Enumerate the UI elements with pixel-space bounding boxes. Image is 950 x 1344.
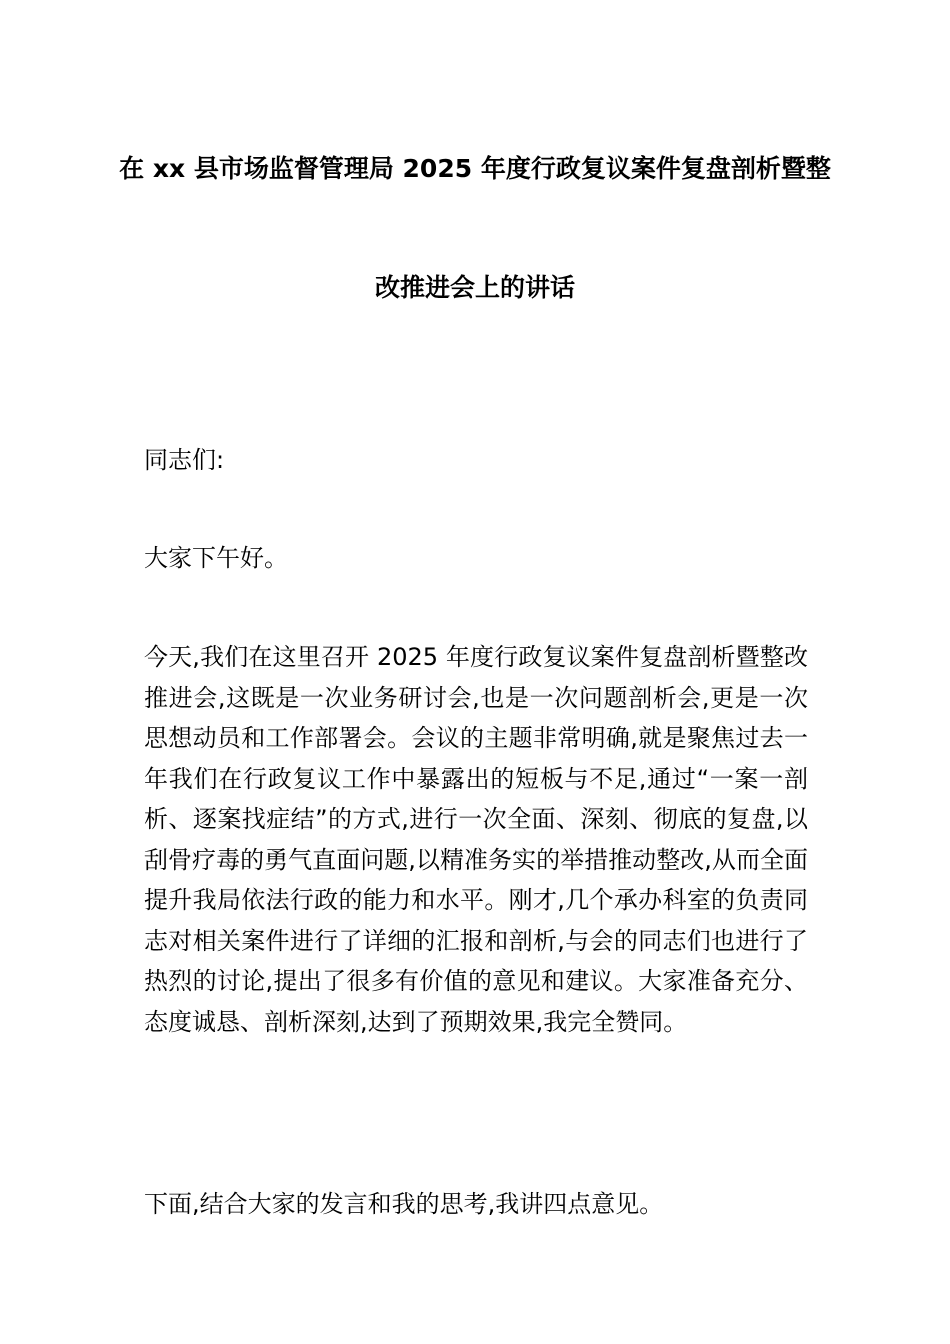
greeting-paragraph: 同志们: [144,446,225,474]
document-title-line-2: 改推进会上的讲话 [374,273,575,302]
main-paragraph: 今天,我们在这里召开 2025 年度行政复议案件复盘剖析暨整改推进会,这既是一次业务研讨会,也是一次问题剖析会,更是一次思想动员和工作部署会。会议的主题非常明确,就是聚焦过去一年我们在行政复议工作中暴露出的短板与不足,通过“一案一剖析、逐案找症结”的方式,进行一次全面、深刻、彻底的复盘,以刮骨疗毒的勇气直面问题,以精准务实的举措推动整改,从而全面提升我局依法行政的能力和水平。刚才,几个承办科室的负责同志对相关案件进行了详细的汇报和剖析,与会的同志们也进行了热烈的讨论,提出了很多有价值的意见和建议。大家准备充分、态度诚恳、剖析深刻,达到了预期效果,我完全赞同。 [144,643,808,1036]
opening-paragraph: 大家下午好。 [144,544,288,572]
transition-paragraph: 下面,结合大家的发言和我的思考,我讲四点意见。 [144,1190,664,1218]
document-title-line-1: 在 xx 县市场监督管理局 2025 年度行政复议案件复盘剖析暨整 [119,154,831,183]
